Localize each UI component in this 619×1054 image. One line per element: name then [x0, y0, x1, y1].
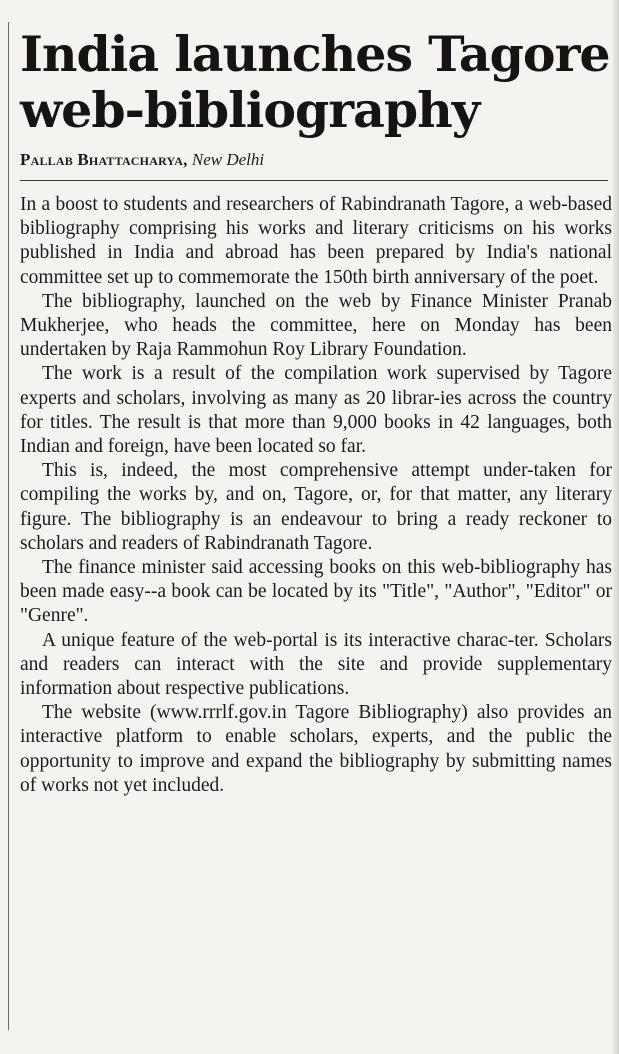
paragraph-5: The finance minister said accessing books on this web-bibliography has been made easy--a book can be located by its "Title", "Author", "Editor" or "Genre".: [20, 557, 612, 627]
paragraph-6: A unique feature of the web-portal is its interactive charac-ter. Scholars and readers can interact with the site and provide supplementary information about respective publications.: [20, 629, 612, 700]
paragraph-2: The bibliography, launched on the web by Finance Minister Pranab Mukherjee, who heads the committee, here on Monday has been undertaken by Raja Rammohun Roy Library Foundation.: [20, 290, 612, 361]
column-rule: [8, 22, 9, 1030]
paragraph-7: The website (www.rrrlf.gov.in Tagore Bibliography) also provides an interactive platform to enable scholars, experts, and the public the opportunity to improve and expand the bibliography by submitting names of works not yet included.: [20, 702, 612, 796]
byline: [20, 150, 612, 170]
byline-author: Pallab Bhattacharya,: [20, 150, 188, 169]
paragraph-1: In a boost to students and researchers of Rabindranath Tagore, a web-based bibliography comprising his works and literary criticisms on his works published in India and abroad has been prepared by India's national committee set up to commemorate the 150th birth anniversary of the poet.: [20, 194, 612, 288]
page-edge-shadow: [613, 0, 619, 1054]
headline: India launches Tagore web-bibliography: [20, 25, 610, 139]
article: [20, 26, 612, 798]
byline-location: New Delhi: [191, 150, 265, 169]
article-body: [20, 193, 612, 798]
paragraph-3: The work is a result of the compilation work supervised by Tagore experts and scholars, involving as many as 20 librar-ies across the country for titles. The result is that more than 9,000 books in 42 languages, both Indian and foreign, have been located so far.: [20, 363, 612, 458]
paragraph-4: This is, indeed, the most comprehensive attempt under-taken for compiling the works by, and on, Tagore, or, for that matter, any literary figure. The bibliography is an endeavour to bring a ready reckoner to scholars and readers of Rabindranath Tagore.: [20, 460, 612, 554]
byline-divider: [20, 180, 608, 181]
